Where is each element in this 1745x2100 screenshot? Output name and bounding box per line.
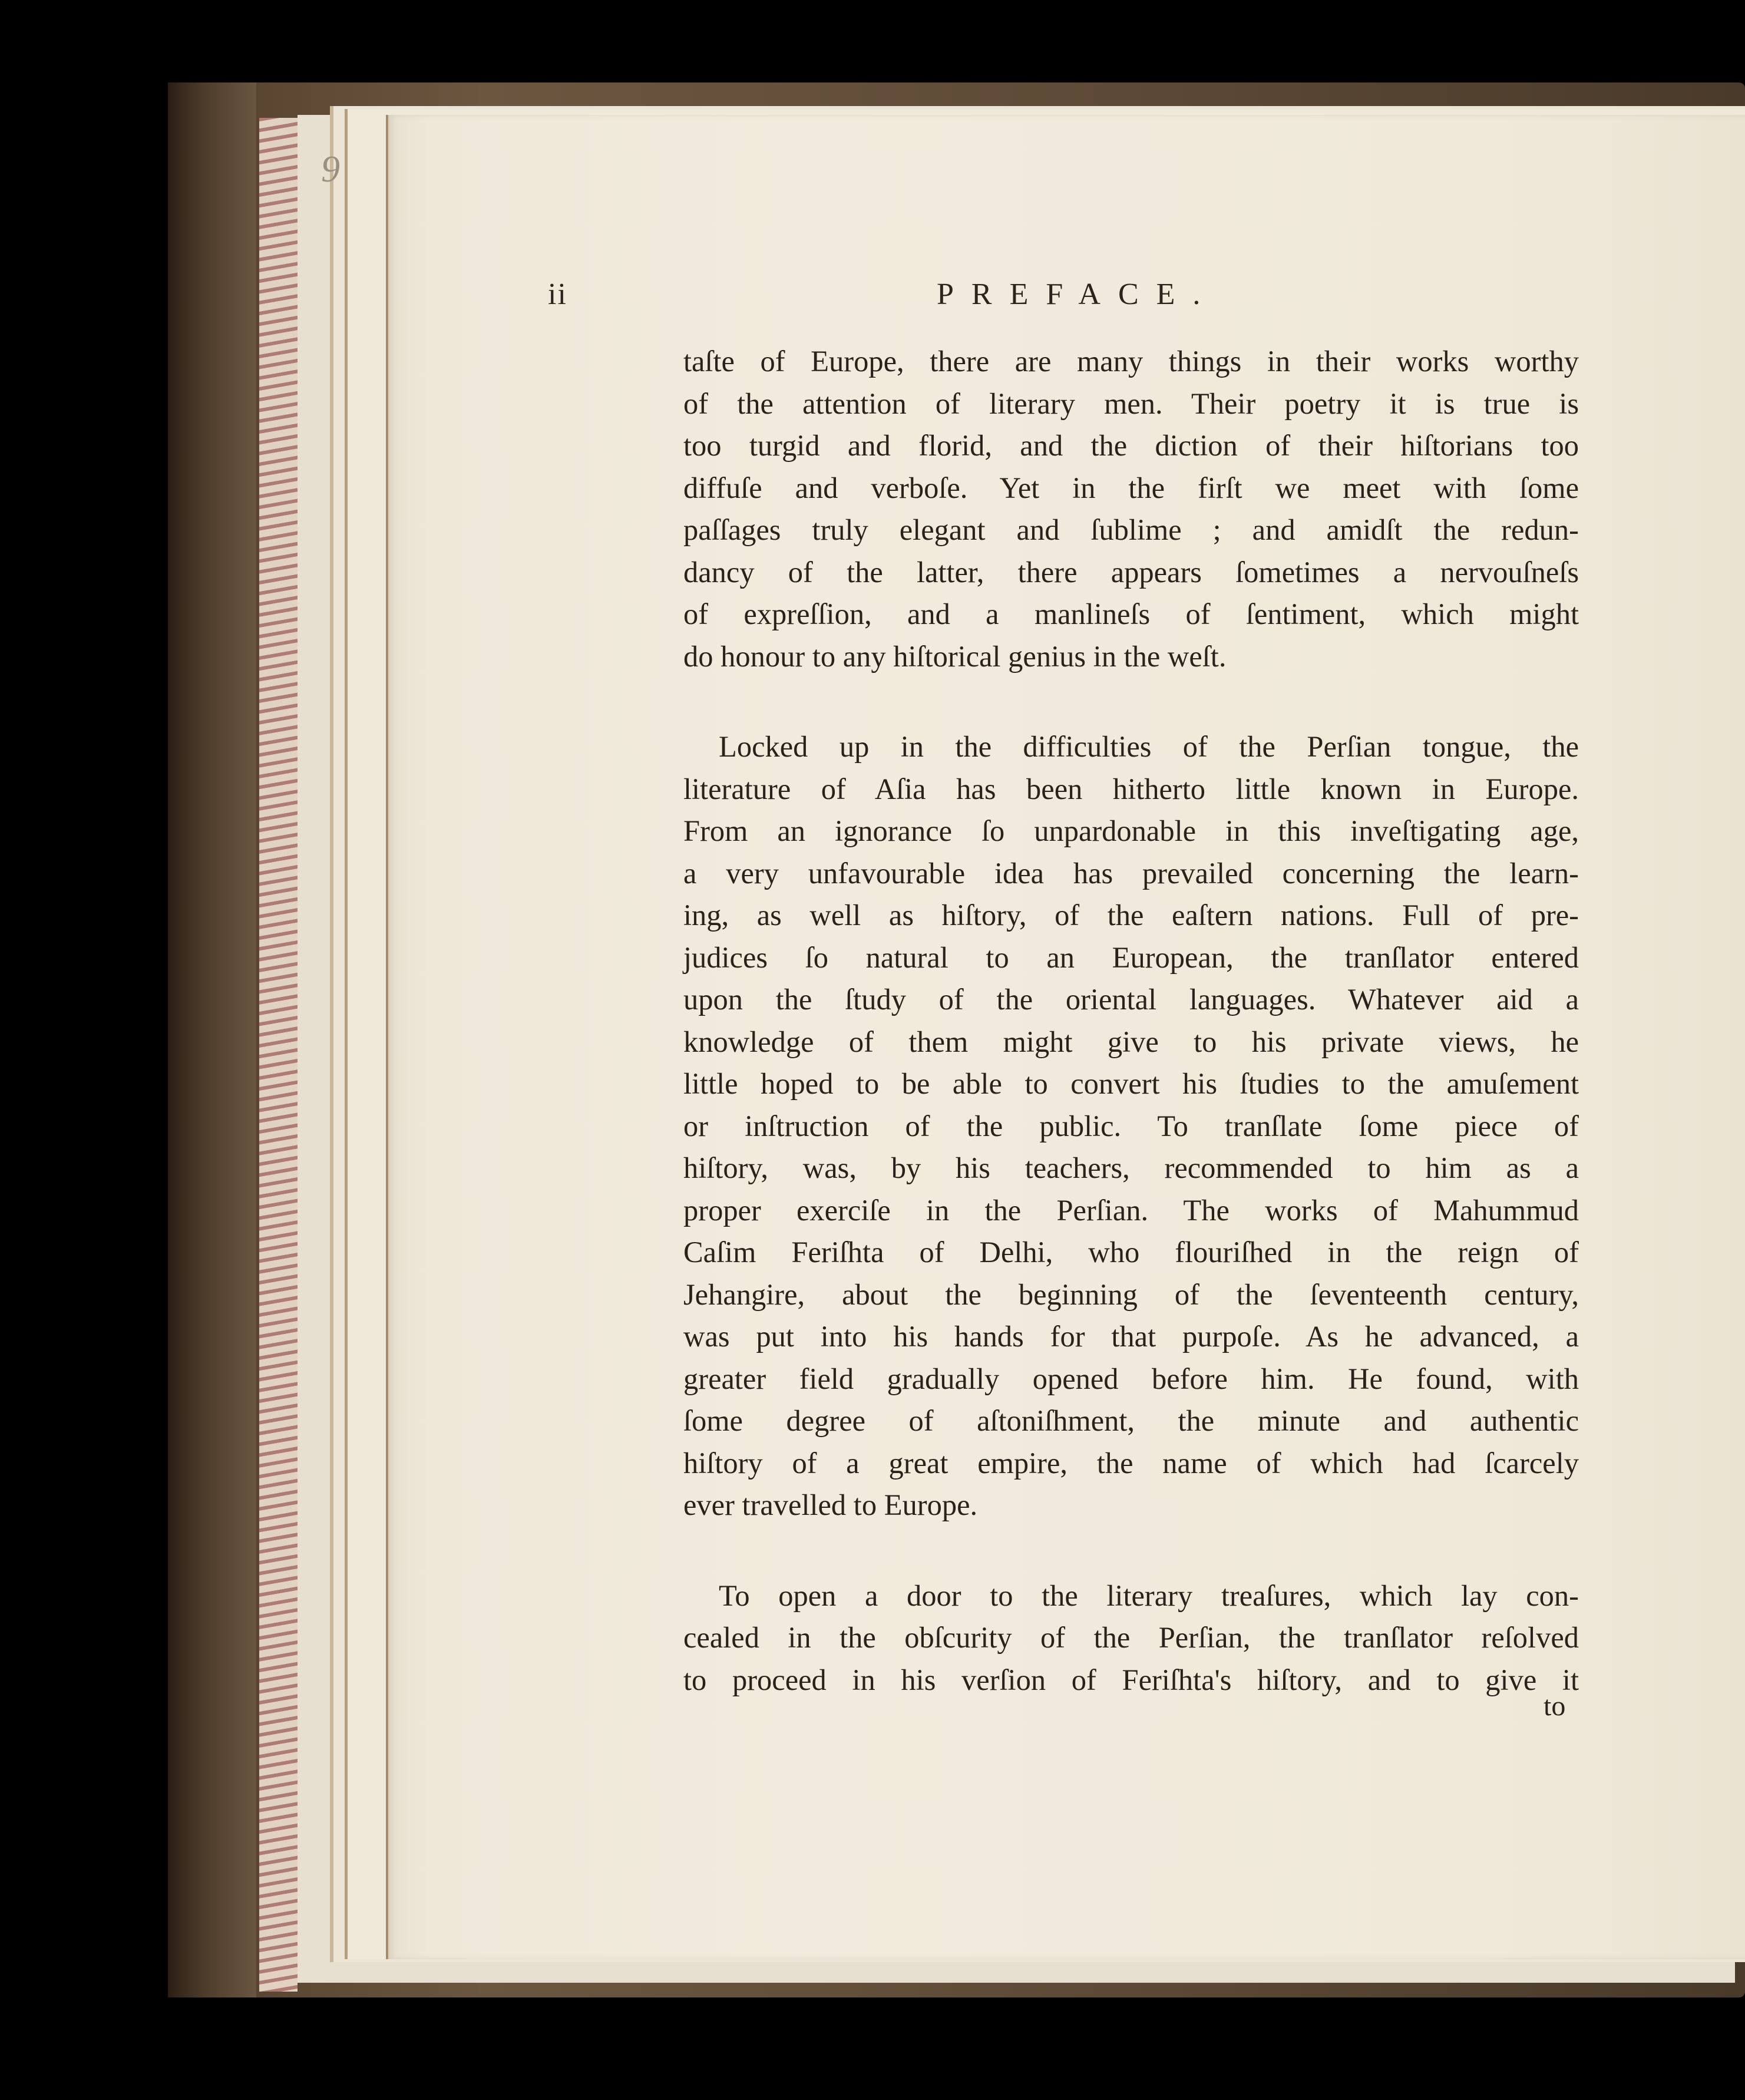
pencil-annotation: 9 [321,148,340,190]
book-spine-edge [168,82,256,1997]
text-line: do honour to any hiſtorical genius in the weſt. [683,639,1227,673]
text-line: Jehangire, about the beginning of the ſeventeenth century, [683,1277,1579,1311]
text-line: of the attention of literary men. Their poetry it is true is [683,387,1579,420]
text-line: of expreſſion, and a manlineſs of ſentiment, which might [683,597,1579,630]
text-line: cealed in the obſcurity of the Perſian, the tranſlator reſolved [683,1621,1579,1654]
text-line: diffuſe and verboſe. Yet in the firſt we meet with ſome [683,471,1579,504]
running-head: PREFACE. [937,278,1218,311]
text-line: literature of Aſia has been hitherto little known in Europe. [683,772,1579,805]
text-line: upon the ſtudy of the oriental languages. Whatever aid a [683,983,1579,1016]
page-header [0,277,1745,324]
text-line: taſte of Europe, there are many things in their works worthy [683,345,1579,378]
text-line: hiſtory, was, by his teachers, recommended to him as a [683,1151,1579,1184]
text-line: paſſages truly elegant and ſublime ; and amidſt the redun- [683,513,1579,546]
text-line: hiſtory of a great empire, the name of which had ſcarcely [683,1446,1579,1480]
paragraph-2 [683,726,1579,1527]
text-line: too turgid and florid, and the diction of their hiſtorians too [683,429,1579,462]
text-line: ever travelled to Europe. [683,1488,978,1521]
text-line: Locked up in the difficulties of the Perſian tongue, the [719,730,1579,763]
page-number: ii [548,278,567,311]
text-line: a very unfavourable idea has prevailed concerning the learn- [683,856,1579,890]
text-line: ſome degree of aſtoniſhment, the minute and authentic [683,1404,1579,1437]
catchword: to [1544,1690,1566,1722]
text-line: ing, as well as hiſtory, of the eaſtern nations. Full of pre- [683,899,1579,932]
text-line: to proceed in his verſion of Feriſhta's hiſtory, and to give it [683,1663,1579,1696]
text-line: proper exerciſe in the Perſian. The works of Mahummud [683,1193,1579,1227]
text-line: or inſtruction of the public. To tranſlate ſome piece of [683,1109,1579,1143]
text-line: From an ignorance ſo unpardonable in this inveſtigating age, [683,814,1579,847]
marbled-endpaper-edge [259,118,298,1992]
text-line: greater field gradually opened before him. He found, with [683,1362,1579,1395]
body-text [683,341,1579,1701]
text-line: knowledge of them might give to his private views, he [683,1025,1579,1058]
paragraph-3 [683,1575,1579,1702]
text-line: Caſim Feriſhta of Delhi, who flouriſhed in the reign of [683,1236,1579,1269]
text-line: little hoped to be able to convert his ſtudies to the amuſement [683,1067,1579,1100]
text-line: dancy of the latter, there appears ſometimes a nervouſneſs [683,555,1579,589]
text-line: was put into his hands for that purpoſe. As he advanced, a [683,1320,1579,1353]
text-line: To open a door to the literary treaſures, which lay con- [719,1579,1579,1612]
text-line: judices ſo natural to an European, the tranſlator entered [683,940,1579,974]
paragraph-1 [683,341,1579,678]
